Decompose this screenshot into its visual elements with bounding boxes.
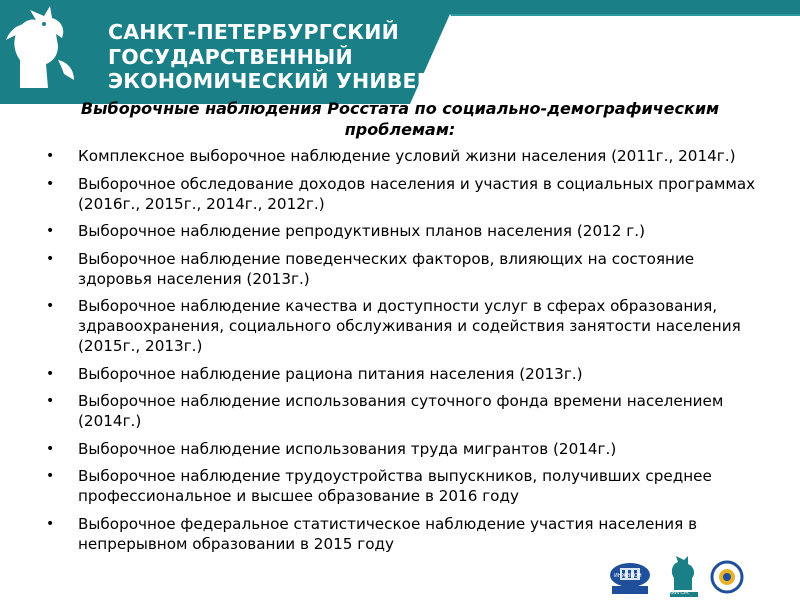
list-item-text: Выборочное наблюдение трудоустройства выпускников, получивших среднее профессиональное и высшее образование в 2016 году: [78, 467, 712, 505]
bullet-icon: •: [46, 515, 55, 532]
footer-logos: [606, 556, 746, 598]
bullet-icon: •: [46, 393, 55, 409]
list-item: [46, 296, 762, 356]
list-item: [46, 174, 762, 214]
slide-title: [40, 98, 760, 140]
list-item-text: Выборочное наблюдение рациона питания населения (2013г.): [78, 364, 583, 383]
university-name-line: ГОСУДАРСТВЕННЫЙ: [108, 44, 353, 69]
bullet-icon: •: [46, 148, 55, 164]
bullet-icon: •: [46, 440, 55, 457]
bullet-icon: •: [46, 175, 55, 192]
list-item: [46, 514, 762, 554]
list-item-text: Выборочное наблюдение репродуктивных планов населения (2012 г.): [78, 222, 646, 240]
griffin-emblem-icon: [0, 0, 80, 90]
footer-logo-label: ИНЖЭКОН: [614, 573, 642, 579]
list-item: [46, 221, 762, 241]
list-item-text: Выборочное обследование доходов населения и участия в социальных программах (2016г., 2015г., 2014г., 2012г.): [78, 174, 756, 213]
survey-list: [46, 146, 762, 561]
university-name: [108, 20, 507, 94]
list-item-text: Комплексное выборочное наблюдение условий жизни населения (2011г., 2014г.): [78, 147, 736, 165]
list-item: [46, 364, 762, 384]
footer-logo-label: ФИНЭК: [670, 590, 689, 596]
list-item-text: Выборочное наблюдение использования труда мигрантов (2014г.): [78, 439, 617, 458]
bullet-icon: •: [46, 365, 55, 382]
bullet-icon: •: [46, 298, 55, 314]
header-band: [0, 0, 800, 104]
list-item: [46, 439, 762, 459]
bullet-icon: •: [46, 250, 55, 267]
university-name-line: ЭКОНОМИЧЕСКИЙ УНИВЕРСИТЕТ: [108, 69, 508, 93]
list-item-text: Выборочное наблюдение поведенческих факторов, влияющих на состояние здоровья населения (2013г.): [78, 249, 695, 288]
list-item: [46, 466, 762, 506]
list-item: [46, 391, 762, 431]
bullet-icon: •: [46, 468, 55, 484]
list-item-text: Выборочное федеральное статистическое наблюдение участия населения в непрерывном образовании в 2015 году: [78, 514, 698, 553]
list-item: [46, 249, 762, 289]
bullet-icon: •: [46, 223, 55, 239]
list-item-text: Выборочное наблюдение использования суточного фонда времени населением (2014г.): [78, 392, 724, 430]
round-seal-icon: [710, 560, 744, 594]
slide-title-line: проблемам:: [344, 120, 456, 139]
list-item-text: Выборочное наблюдение качества и доступности услуг в сферах образования, здравоохранения, социального обслуживания и содействия занятости населения (2015г., 2013г.): [78, 297, 741, 355]
slide-title-line: Выборочные наблюдения Росстата по социально-демографическим: [80, 99, 720, 118]
list-item: [46, 146, 762, 166]
university-name-line: САНКТ-ПЕТЕРБУРГСКИЙ: [108, 20, 399, 44]
